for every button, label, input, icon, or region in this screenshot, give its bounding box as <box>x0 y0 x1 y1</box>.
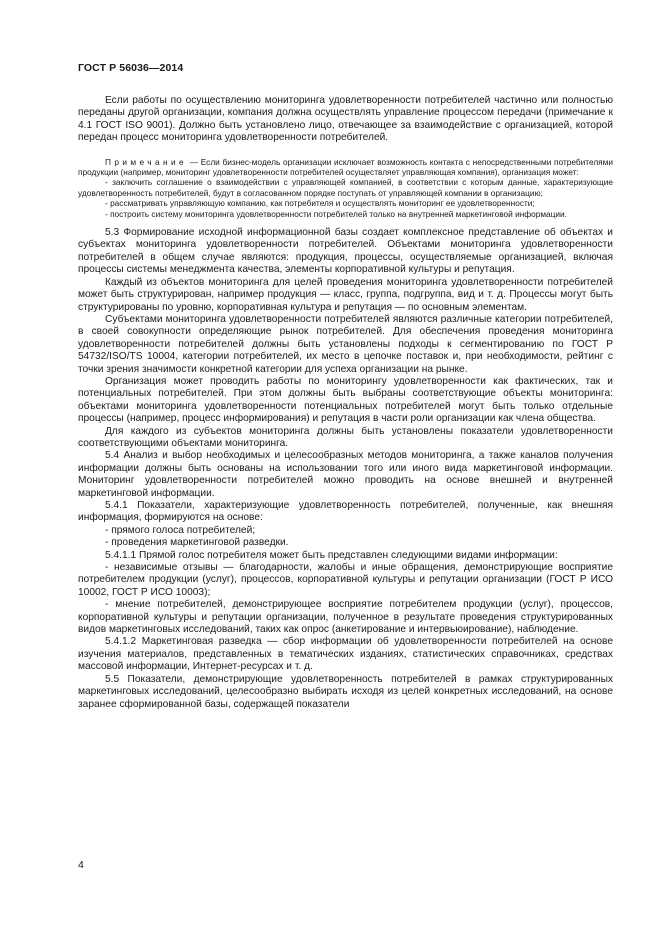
paragraph-5-4-1-1: 5.4.1.1 Прямой голос потребителя может быть представлен следующими видами информации: <box>105 549 558 561</box>
list-item-intelligence: - проведения маркетинговой разведки. <box>105 537 289 549</box>
paragraph-5-3: 5.3 Формирование исходной информационной базы создает комплексное представление об объектах и субъектах мониторинга удовлетворенности потребителей. Объектами мониторинга удовлетворенности потребителей в общем случае являются: продукция, процессы, осуществляемые организацией, включая процессы системы менеджмента качества, элементы корпоративной культуры и репутация. <box>78 227 613 276</box>
paragraph-5-5: 5.5 Показатели, демонстрирующие удовлетворенность потребителей в рамках структурированных маркетинговых исследований, целесообразно выбирать исходя из целей конкретных исследований, на основе заранее сформированной базы, содержащей показатели <box>78 673 613 710</box>
paragraph-objects-structure: Каждый из объектов мониторинга для целей проведения мониторинга удовлетворенности потребителей может быть структурирован, например продукция — класс, группа, подгруппа, вид и т. д. Процессы могут быть структурированы по уровню, корпоративная культура и репутация — по основным элементам. <box>78 276 613 313</box>
paragraph-actual-potential: Организация может проводить работы по мониторингу удовлетворенности как фактических, так и потенциальных потребителей. При этом должны быть выбраны соответствующие объекты мониторинга: объектами мониторинга удовлетворенности потенциальных потребителей могут быть только отдельные процессы (например, процесс информирования) и репутация в части роли организации как члена общества. <box>78 375 613 425</box>
note-item: - построить систему мониторинга удовлетворенности потребителей только на внутренней маркетинговой информации. <box>105 208 567 219</box>
note-intro-text: — Если бизнес-модель организации исключает возможность контакта с непосредственными потребителями продукции (например, мониторинг удовлетворенности потребителей осуществляет управляющая компания), организация может: <box>78 156 613 178</box>
paragraph-5-4-1-2: 5.4.1.2 Маркетинговая разведка — сбор информации об удовлетворенности потребителей на основе изучения материалов, представленных в тематических изданиях, статистических справочниках, средствах массовой информации, Интернет-ресурсах и т. д. <box>78 636 613 673</box>
paragraph-5-4: 5.4 Анализ и выбор необходимых и целесообразных методов мониторинга, а также каналов получения информации должны быть основаны на использовании того или иного вида маркетинговой информации. Мониторинг удовлетворенности потребителей можно проводить на основе внешней и внутренней маркетинговой информации. <box>78 450 613 499</box>
list-item-independent-reviews: - независимые отзывы — благодарности, жалобы и иные обращения, демонстрирующие восприятие потребителем продукции (услуг), процессов, корпоративной культуры и репутации организации (ГОСТ Р ИСО 10002, ГОСТ Р ИСО 10003); <box>78 562 613 598</box>
list-item-direct-voice: - прямого голоса потребителей; <box>105 524 256 536</box>
paragraph-outsourcing: Если работы по осуществлению мониторинга удовлетворенности потребителей частично или полностью переданы другой организации, компания должна осуществлять управление процессом передачи (примечание к 4.1 ГОСТ ISO 9001). Должно быть установлено лицо, отвечающее за взаимодействие с организацией, которой передан процесс мониторинга удовлетворенности потребителей. <box>78 95 613 144</box>
page-number: 4 <box>78 859 84 871</box>
paragraph-subjects: Субъектами мониторинга удовлетворенности потребителей являются различные категории потребителей, в своей совокупности определяющие рынок потребителей. Для обеспечения проведения мониторинга удовлетворенности потребителей должны быть установлены подходы к сегментированию по ГОСТ Р 54732/ISO/TS 10004, категории потребителей, их место в цепочке поставок и, при необходимости, рейтинг с точки зрения значимости конкретной категории для успеха организации на рынке. <box>78 313 613 375</box>
paragraph-indicators: Для каждого из субъектов мониторинга должны быть установлены показатели удовлетворенности соответствующими объектами мониторинга. <box>78 425 613 449</box>
note-intro <box>78 157 613 178</box>
note-block <box>78 157 613 219</box>
list-item-consumer-opinion: - мнение потребителей, демонстрирующее восприятие потребителем продукции (услуг), процессов, корпоративной культуры и репутации организации, полученное в результате проведения структурированных видов маркетинговых исследований, таких как опрос (анкетирование и интервьюирование), наблюдение. <box>78 599 613 636</box>
paragraph-5-4-1: 5.4.1 Показатели, характеризующие удовлетворенность потребителей, полученные, как внешняя информация, формируются на основе: <box>78 500 613 524</box>
document-header: ГОСТ Р 56036—2014 <box>78 62 184 74</box>
note-item: - рассматривать управляющую компанию, как потребителя и осуществлять мониторинг ее удовлетворенности; <box>105 198 535 209</box>
note-label: Примечание <box>105 156 188 167</box>
note-item: - заключить соглашение о взаимодействии с управляющей компанией, в соответствии с которым данные, характеризующие удовлетворенность потребителей, будут в согласованном порядке поступать от управляющей компании в организацию; <box>78 177 613 198</box>
document-body <box>78 95 613 711</box>
